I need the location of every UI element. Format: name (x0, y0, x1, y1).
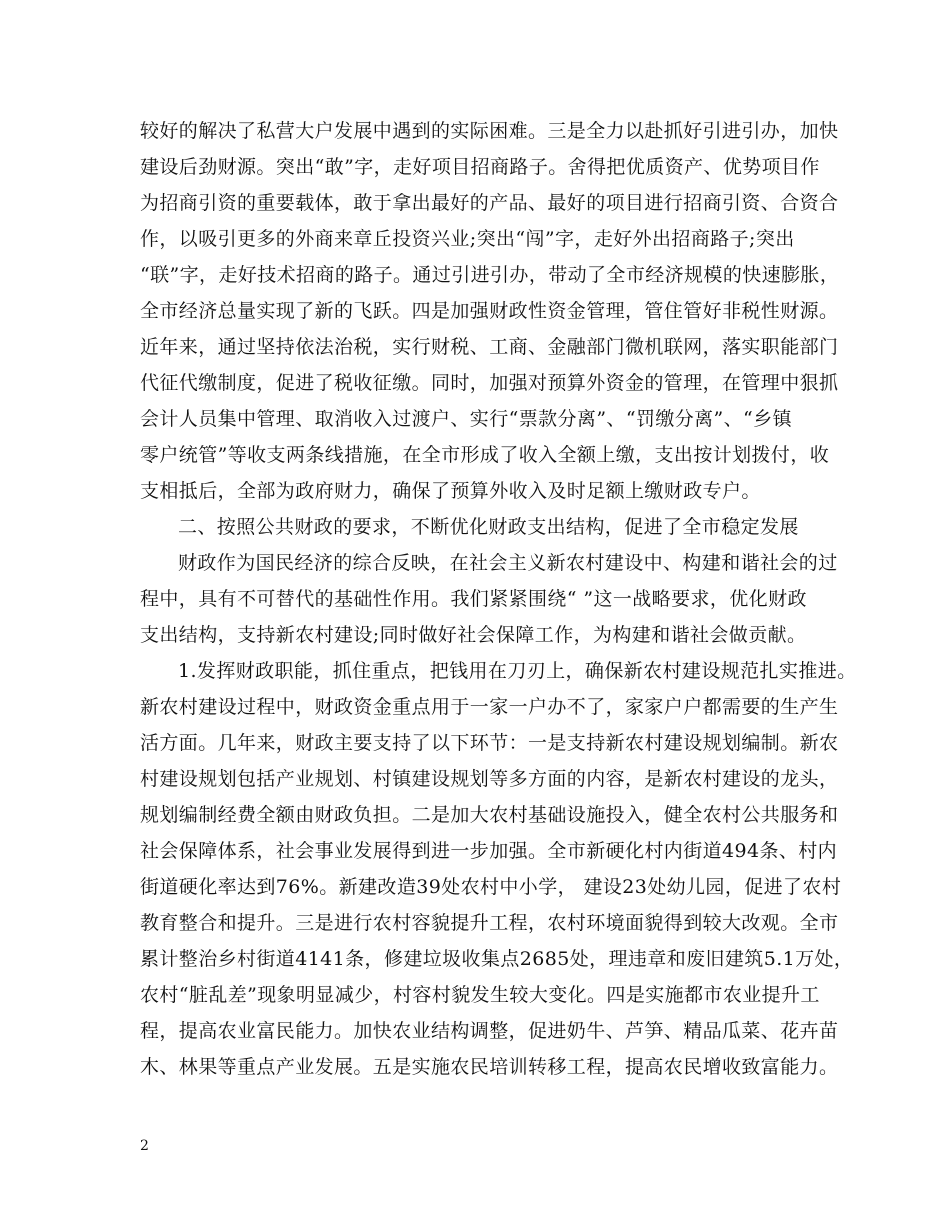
body-text-line: 程中，具有不可替代的基础性作用。我们紧紧围绕“ ”这一战略要求，优化财政 (140, 588, 807, 610)
body-text-line: 街道硬化率达到76%。新建改造39处农村中小学， 建设23处幼儿园，促进了农村 (140, 876, 842, 898)
body-text-line: 较好的解决了私营大户发展中遇到的实际困难。三是全力以赴抓好引进引办，加快 (140, 120, 839, 142)
body-text-line: 全市经济总量实现了新的飞跃。四是加强财政性资金管理，管住管好非税性财源。 (140, 300, 839, 322)
body-text-line: 村建设规划包括产业规划、村镇建设规划等多方面的内容，是新农村建设的龙头， (140, 768, 839, 790)
body-text-line: 支相抵后，全部为政府财力，确保了预算外收入及时足额上缴财政专户。 (140, 480, 761, 502)
body-text-line: 累计整治乡村街道4141条，修建垃圾收集点2685处，理违章和废旧建筑5.1万处， (140, 948, 854, 970)
paragraph-start-line: 财政作为国民经济的综合反映，在社会主义新农村建设中、构建和谐社会的过 (178, 552, 838, 574)
body-text-line: 木、林果等重点产业发展。五是实施农民培训转移工程，提高农民增收致富能力。 (140, 1056, 839, 1078)
body-text-line: 社会保障体系，社会事业发展得到进一步加强。全市新硬化村内街道494条、村内 (140, 840, 838, 862)
body-text-line: 建设后劲财源。突出“敢”字，走好项目招商路子。舍得把优质资产、优势项目作 (140, 156, 820, 178)
body-text-line: 近年来，通过坚持依法治税，实行财税、工商、金融部门微机联网，落实职能部门 (140, 336, 839, 358)
body-text-line: 农村“脏乱差”现象明显减少，村容村貌发生较大变化。四是实施都市农业提升工 (140, 984, 820, 1006)
body-text-line: 活方面。几年来，财政主要支持了以下环节：一是支持新农村建设规划编制。新农 (140, 732, 839, 754)
page-number: 2 (140, 1138, 149, 1154)
body-text-line: 作，以吸引更多的外商来章丘投资兴业;突出“闯”字，走好外出招商路子;突出 (140, 228, 795, 250)
body-text-line: 会计人员集中管理、取消收入过渡户、实行“票款分离”、“罚缴分离”、“乡镇 (140, 408, 792, 430)
body-text-line: 程，提高农业富民能力。加快农业结构调整，促进奶牛、芦笋、精品瓜菜、花卉苗 (140, 1020, 839, 1042)
body-text-line: 代征代缴制度，促进了税收征缴。同时，加强对预算外资金的管理，在管理中狠抓 (140, 372, 839, 394)
body-text-line: 规划编制经费全额由财政负担。二是加大农村基础设施投入，健全农村公共服务和 (140, 804, 839, 826)
body-text-line: “联”字，走好技术招商的路子。通过引进引办，带动了全市经济规模的快速膨胀， (140, 264, 840, 286)
body-text-line: 支出结构，支持新农村建设;同时做好社会保障工作，为构建和谐社会做贡献。 (140, 624, 807, 646)
section-heading: 二、按照公共财政的要求，不断优化财政支出结构，促进了全市稳定发展 (178, 516, 799, 538)
body-text-line: 零户统管”等收支两条线措施，在全市形成了收入全额上缴，支出按计划拨付，收 (140, 444, 830, 466)
body-text-line: 教育整合和提升。三是进行农村容貌提升工程，农村环境面貌得到较大改观。全市 (140, 912, 839, 934)
body-text-line: 为招商引资的重要载体，敢于拿出最好的产品、最好的项目进行招商引资、合资合 (140, 192, 839, 214)
numbered-item-heading: 1.发挥财政职能，抓住重点，把钱用在刀刃上，确保新农村建设规范扎实推进。 (178, 660, 857, 682)
body-text-line: 新农村建设过程中，财政资金重点用于一家一户办不了，家家户户都需要的生产生 (140, 696, 839, 718)
